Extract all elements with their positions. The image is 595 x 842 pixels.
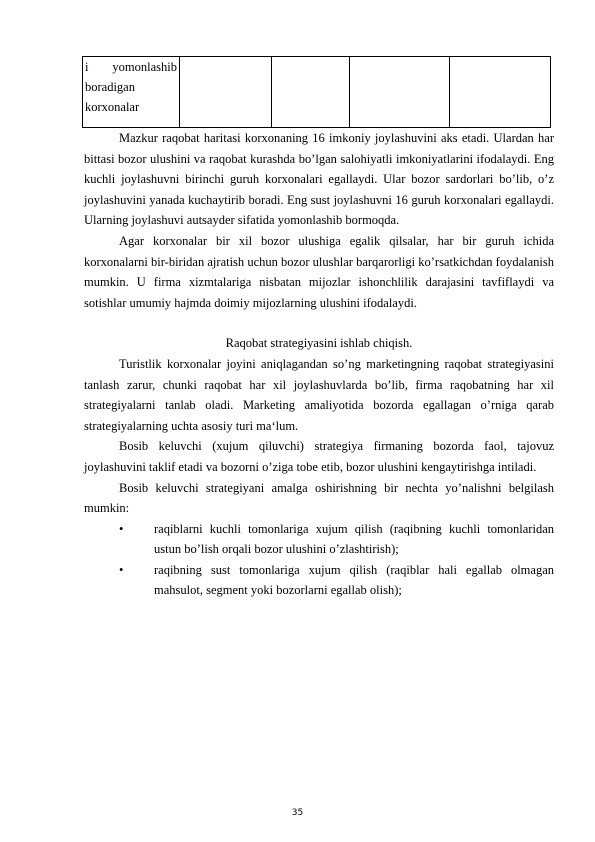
table-fragment [82, 56, 551, 128]
cell-line: korxonalar [85, 100, 140, 114]
paragraph: Bosib keluvchi (xujum qiluvchi) strategiya firmaning bozorda faol, tajovuz joylashuvini taklif etadi va bozorni o’ziga tobe etib, bozor ulushini kengaytirishga intiladi. [84, 439, 554, 474]
table-cell-empty [272, 57, 350, 128]
table-cell-empty [450, 57, 551, 128]
list-item [84, 560, 554, 601]
list-item-text: raqibning sust tomonlariga xujum qilish (raqiblar hali egallab olmagan mahsulot, segment yoki bozorlarni egallab olish); [154, 562, 554, 598]
bullet-marker: • [119, 562, 124, 577]
paragraph: Turistlik korxonalar joyini aniqlagandan so’ng marketingning raqobat strategiyasini tanlash zarur, chunki raqobat har xil joylashuvlarda bo’lib, firma raqobatning har xil strategiyalarni tanlab oladi. Marketing amaliyotida bozorda egallagan o’rniga qarab strategiyalarning uchta asosiy turi ma‘lum. [84, 356, 554, 433]
table-row [83, 57, 551, 128]
section-heading: Raqobat strategiyasini ishlab chiqish. [225, 336, 413, 351]
table-cell-empty [350, 57, 450, 128]
list-item [84, 519, 554, 560]
cell-line: boradigan [85, 80, 135, 94]
cell-line: i yomonlashib [85, 60, 177, 74]
paragraph: Mazkur raqobat haritasi korxonaning 16 imkoniy joylashuvini aks etadi. Ulardan har bittasi bozor ulushini va raqobat kurashda bo’lgan salohiyatli imkoniyatlarini ifodalaydi. Eng kuchli joylashuvni birinchi guruh korxonalari egallaydi. Ular bozor sardorlari bo’lib, o’z joylashuvini yanada kuchaytirib boradi. Eng sust joylashuvni 16 guruh korxonalari egallaydi. Ularning joylashuvi autsayder sifatida yomonlashib bormoqda. [84, 131, 554, 228]
bullet-marker: • [119, 521, 124, 536]
table-cell-empty [180, 57, 272, 128]
paragraph: Bosib keluvchi strategiyani amalga oshirishning bir nechta yo’nalishni belgilash mumkin: [84, 480, 554, 516]
list-item-text: raqiblarni kuchli tomonlariga xujum qilish (raqibning kuchli tomonlaridan ustun bo’lish orqali bozor ulushini o’zlashtirish); [154, 521, 554, 557]
page-number: 35 [291, 808, 304, 818]
paragraph: Agar korxonalar bir xil bozor ulushiga egalik qilsalar, har bir guruh ichida korxonalarni bir-biridan ajratish uchun bozor ulushlar barqarorligi ko’rsatkichdan foydalanish mumkin. U firma xizmtalariga nisbatan mijozlar ishonchlilik darajasini tavfiflaydi va sotishlar umumiy hajmda doimiy mijozlarning ulushini ifodalaydi. [84, 233, 554, 310]
body-text [84, 128, 554, 601]
table-cell [83, 57, 180, 128]
